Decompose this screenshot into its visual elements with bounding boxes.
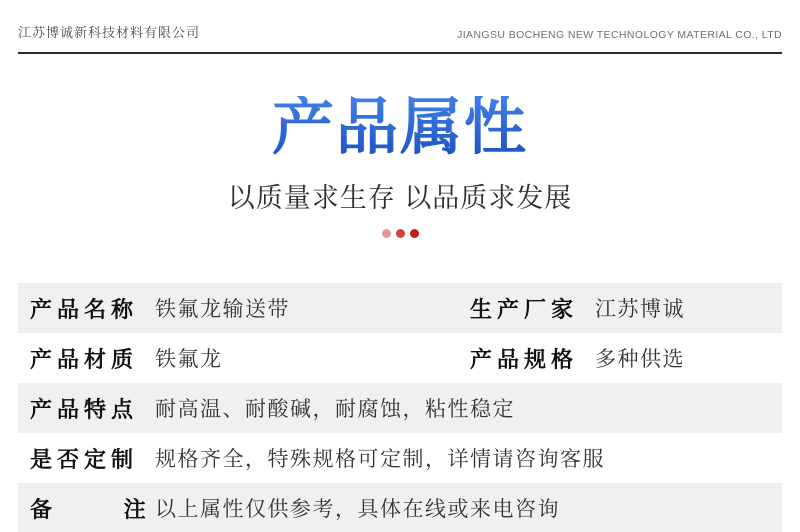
attribute-value: 江苏博诚 (595, 298, 685, 322)
divider-dot-icon (382, 229, 391, 238)
page-subtitle: 以质量求生存 以品质求发展 (227, 183, 573, 214)
attribute-value: 耐高温、耐酸碱，耐腐蚀，粘性稳定 (155, 398, 515, 422)
attribute-value: 铁氟龙输送带 (155, 298, 290, 322)
page-header (0, 0, 800, 41)
attribute-cell (400, 293, 782, 324)
attribute-row (18, 483, 782, 532)
attribute-row (18, 333, 782, 383)
attribute-cell (400, 343, 782, 374)
attribute-value: 规格齐全，特殊规格可定制，详情请咨询客服 (155, 448, 605, 472)
attribute-cell (18, 343, 400, 374)
divider-dots (0, 229, 800, 238)
attribute-cell (18, 293, 400, 324)
company-name-cn: 江苏博诚新科技材料有限公司 (18, 25, 201, 40)
attribute-value: 铁氟龙 (155, 348, 223, 372)
attribute-label: 产品特点 (30, 396, 139, 422)
divider-dot-icon (410, 229, 419, 238)
attribute-value: 多种供选 (595, 348, 685, 372)
attribute-label: 产品规格 (470, 346, 579, 372)
attribute-cell (18, 493, 782, 524)
attribute-cell (18, 443, 782, 474)
divider-dot-icon (396, 229, 405, 238)
attribute-row (18, 283, 782, 333)
header-divider (18, 52, 782, 54)
attributes-table (18, 283, 782, 532)
company-name-en: JIANGSU BOCHENG NEW TECHNOLOGY MATERIAL CO., LTD (457, 29, 782, 41)
attribute-row (18, 433, 782, 483)
attribute-label: 备 注 (30, 496, 151, 522)
hero-section (0, 93, 800, 238)
attribute-label: 生产厂家 (470, 296, 579, 322)
attribute-label: 是否定制 (30, 446, 139, 472)
attribute-label: 产品材质 (30, 346, 139, 372)
attribute-row (18, 383, 782, 433)
attribute-label: 产品名称 (30, 296, 139, 322)
page-title: 产品属性 (0, 96, 800, 159)
attribute-value: 以上属性仅供参考，具体在线或来电咨询 (155, 498, 560, 522)
attribute-cell (18, 393, 782, 424)
